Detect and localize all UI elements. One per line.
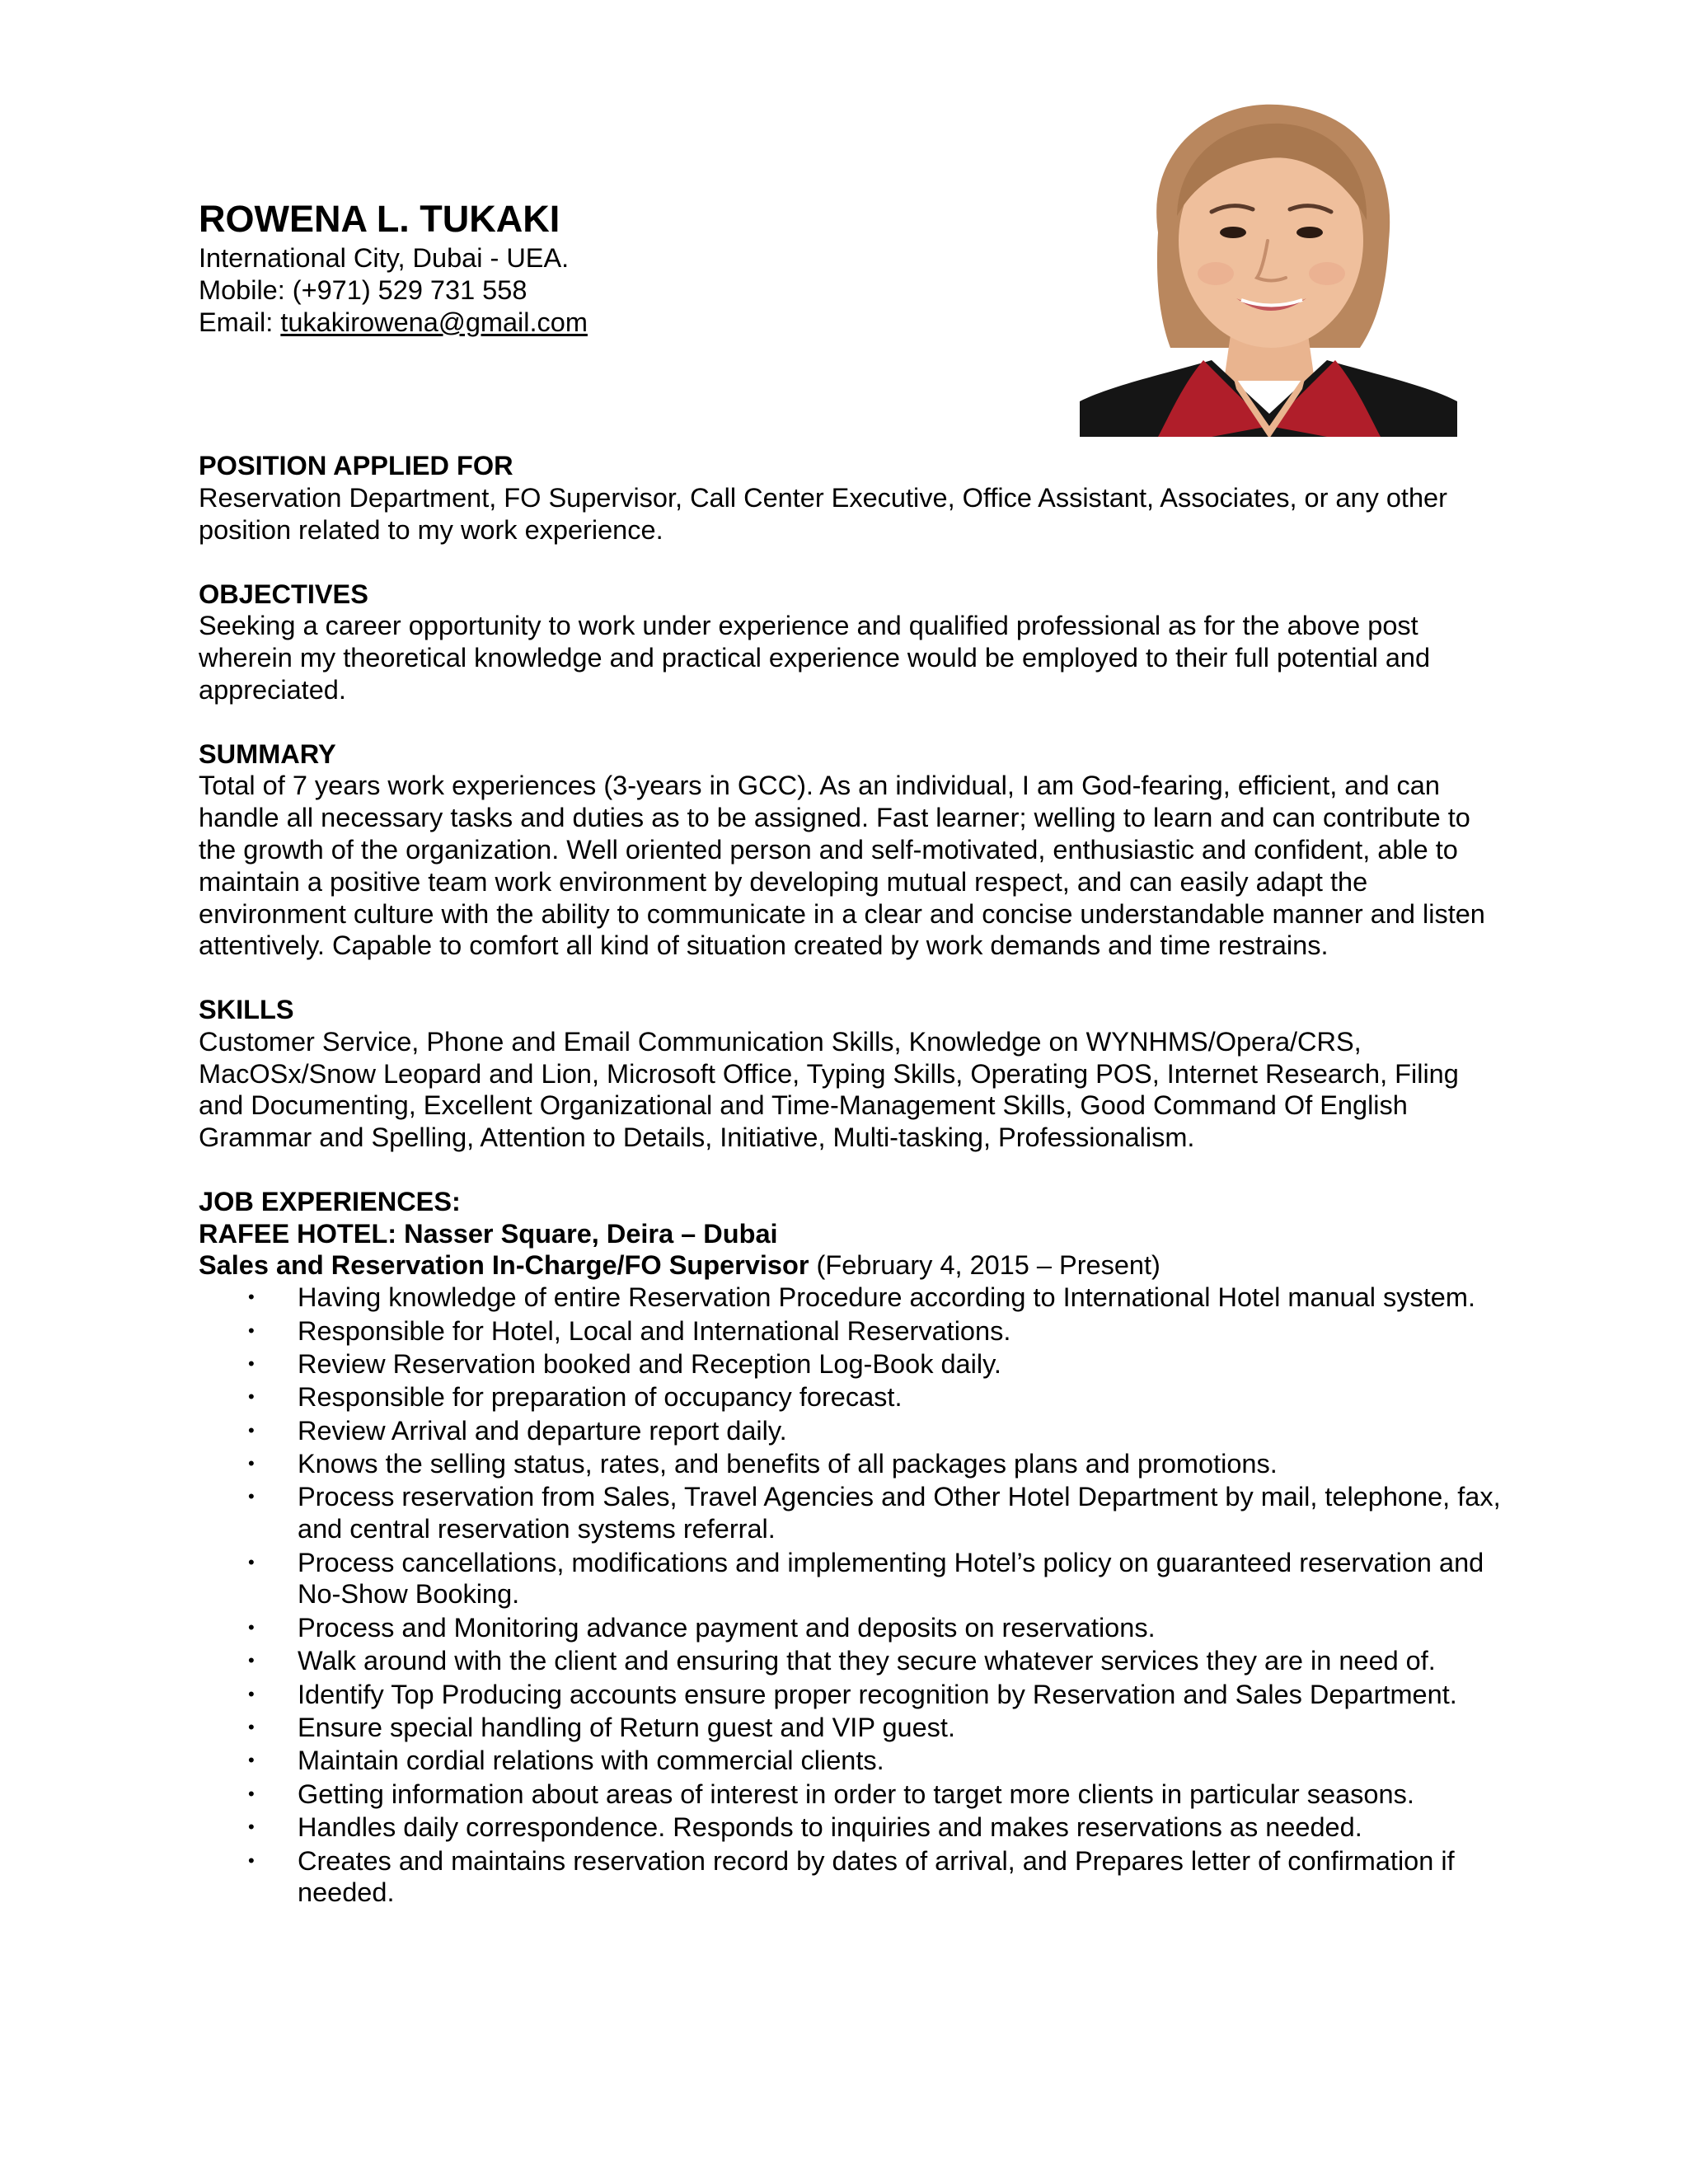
bullet-icon: • [248, 1816, 255, 1838]
bullet-icon: • [248, 1717, 255, 1737]
bullet-icon: • [248, 1286, 255, 1308]
duty-text: Knows the selling status, rates, and benefits of all packages plans and promotions. [298, 1449, 1278, 1479]
position-heading: POSITION APPLIED FOR [199, 451, 513, 481]
bullet-icon: • [248, 1352, 255, 1374]
duty-text: Process reservation from Sales, Travel Agencies and Other Hotel Department by mail, telephone, fax, and central reservation systems referral. [298, 1482, 1501, 1544]
skills-section [199, 994, 1501, 1154]
bullet-icon: • [248, 1783, 255, 1804]
skills-heading: SKILLS [199, 994, 294, 1024]
contact-block [199, 196, 1501, 338]
duty-item [199, 1448, 1501, 1480]
role-dates: (February 4, 2015 – Present) [809, 1250, 1160, 1281]
bullet-icon: • [248, 1386, 255, 1408]
address-line: International City, Dubai - UEA. [199, 243, 570, 273]
bullet-icon: • [248, 1750, 255, 1771]
bullet-icon: • [248, 1551, 255, 1572]
position-section [199, 450, 1501, 546]
experience-heading: JOB EXPERIENCES: [199, 1186, 461, 1216]
objectives-text: Seeking a career opportunity to work under experience and qualified professional as for the above post wherein my theoretical knowledge and practical experience would be employed to their full potential and appreciated. [199, 611, 1431, 705]
duty-text: Process cancellations, modifications and implementing Hotel’s policy on guaranteed reservation and No-Show Booking. [298, 1547, 1484, 1610]
role-title: Sales and Reservation In-Charge/FO Supervisor [199, 1250, 809, 1281]
email-link[interactable]: tukakirowena@gmail.com [280, 307, 588, 337]
duty-text: Maintain cordial relations with commercial clients. [298, 1746, 884, 1776]
duty-text: Having knowledge of entire Reservation Procedure according to International Hotel manual system. [298, 1282, 1475, 1313]
duty-item [199, 1348, 1501, 1380]
duty-text: Responsible for Hotel, Local and International Reservations. [298, 1315, 1011, 1346]
bullet-icon: • [248, 1650, 255, 1671]
resume-content [199, 196, 1501, 1910]
duty-text: Creates and maintains reservation record by dates of arrival, and Prepares letter of confirmation if needed. [298, 1845, 1455, 1908]
duty-item [199, 1381, 1501, 1413]
duty-item [199, 1481, 1501, 1545]
duty-text: Review Arrival and departure report daily. [298, 1415, 787, 1446]
duty-text: Review Reservation booked and Reception Log-Book daily. [298, 1348, 1001, 1379]
duty-text: Responsible for preparation of occupancy forecast. [298, 1382, 903, 1413]
duty-item [199, 1547, 1501, 1611]
duty-text: Walk around with the client and ensuring that they secure whatever services they are in need of. [298, 1646, 1436, 1676]
duty-item [199, 1415, 1501, 1447]
duty-text: Getting information about areas of interest in order to target more clients in particular seasons. [298, 1779, 1414, 1809]
skills-text: Customer Service, Phone and Email Communication Skills, Knowledge on WYNHMS/Opera/CRS, MacOSx/Snow Leopard and Lion, Microsoft Office, Typing Skills, Operating POS, Internet Research, Filing and Documenting, Excellent Organizational and Time-Management Skills, Good Command Of English Grammar and Spelling, Attention to Details, Initiative, Multi-tasking, Professionalism. [199, 1026, 1459, 1153]
email-line [199, 307, 1501, 339]
duty-item [199, 1282, 1501, 1314]
duty-item [199, 1645, 1501, 1677]
bullet-icon: • [248, 1683, 255, 1704]
role-line [199, 1249, 1501, 1282]
position-text: Reservation Department, FO Supervisor, Call Center Executive, Office Assistant, Associates, or any other position related to my work experience. [199, 483, 1447, 545]
objectives-section [199, 579, 1501, 706]
summary-heading: SUMMARY [199, 738, 336, 769]
summary-section [199, 738, 1501, 963]
bullet-icon: • [248, 1419, 255, 1441]
duty-text: Handles daily correspondence. Responds to inquiries and makes reservations as needed. [298, 1812, 1362, 1843]
duty-text: Process and Monitoring advance payment and deposits on reservations. [298, 1612, 1156, 1643]
employer-line: RAFEE HOTEL: Nasser Square, Deira – Dubai [199, 1218, 778, 1249]
bullet-icon: • [248, 1319, 255, 1341]
duty-item [199, 1315, 1501, 1347]
duty-text: Ensure special handling of Return guest and VIP guest. [298, 1713, 955, 1742]
duty-item [199, 1612, 1501, 1644]
summary-text: Total of 7 years work experiences (3-years in GCC). As an individual, I am God-fearing, efficient, and can handle all necessary tasks and duties as to be assigned. Fast learner; welling to learn and can contribute to the growth of the organization. Well oriented person and self-motivated, enthusiastic and confident, able to maintain a positive team work environment by developing mutual respect, and can easily adapt the environment culture with the ability to communicate in a clear and concise understandable manner and listen attentively. Capable to comfort all kind of situation created by work demands and time restrains. [199, 771, 1485, 961]
email-label: Email: [199, 307, 281, 337]
bullet-icon: • [248, 1486, 255, 1507]
duty-item [199, 1712, 1501, 1744]
duty-item [199, 1745, 1501, 1777]
objectives-heading: OBJECTIVES [199, 579, 368, 609]
bullet-icon: • [248, 1453, 255, 1474]
duties-list [199, 1282, 1501, 1909]
mobile-line: Mobile: (+971) 529 731 558 [199, 274, 528, 305]
bullet-icon: • [248, 1849, 255, 1871]
duty-item [199, 1811, 1501, 1844]
duty-item [199, 1679, 1501, 1711]
duty-item [199, 1779, 1501, 1811]
candidate-name: ROWENA L. TUKAKI [199, 198, 560, 240]
duty-text: Identify Top Producing accounts ensure proper recognition by Reservation and Sales Department. [298, 1679, 1457, 1709]
duty-item [199, 1845, 1501, 1910]
bullet-icon: • [248, 1616, 255, 1638]
experience-section [199, 1186, 1501, 1909]
